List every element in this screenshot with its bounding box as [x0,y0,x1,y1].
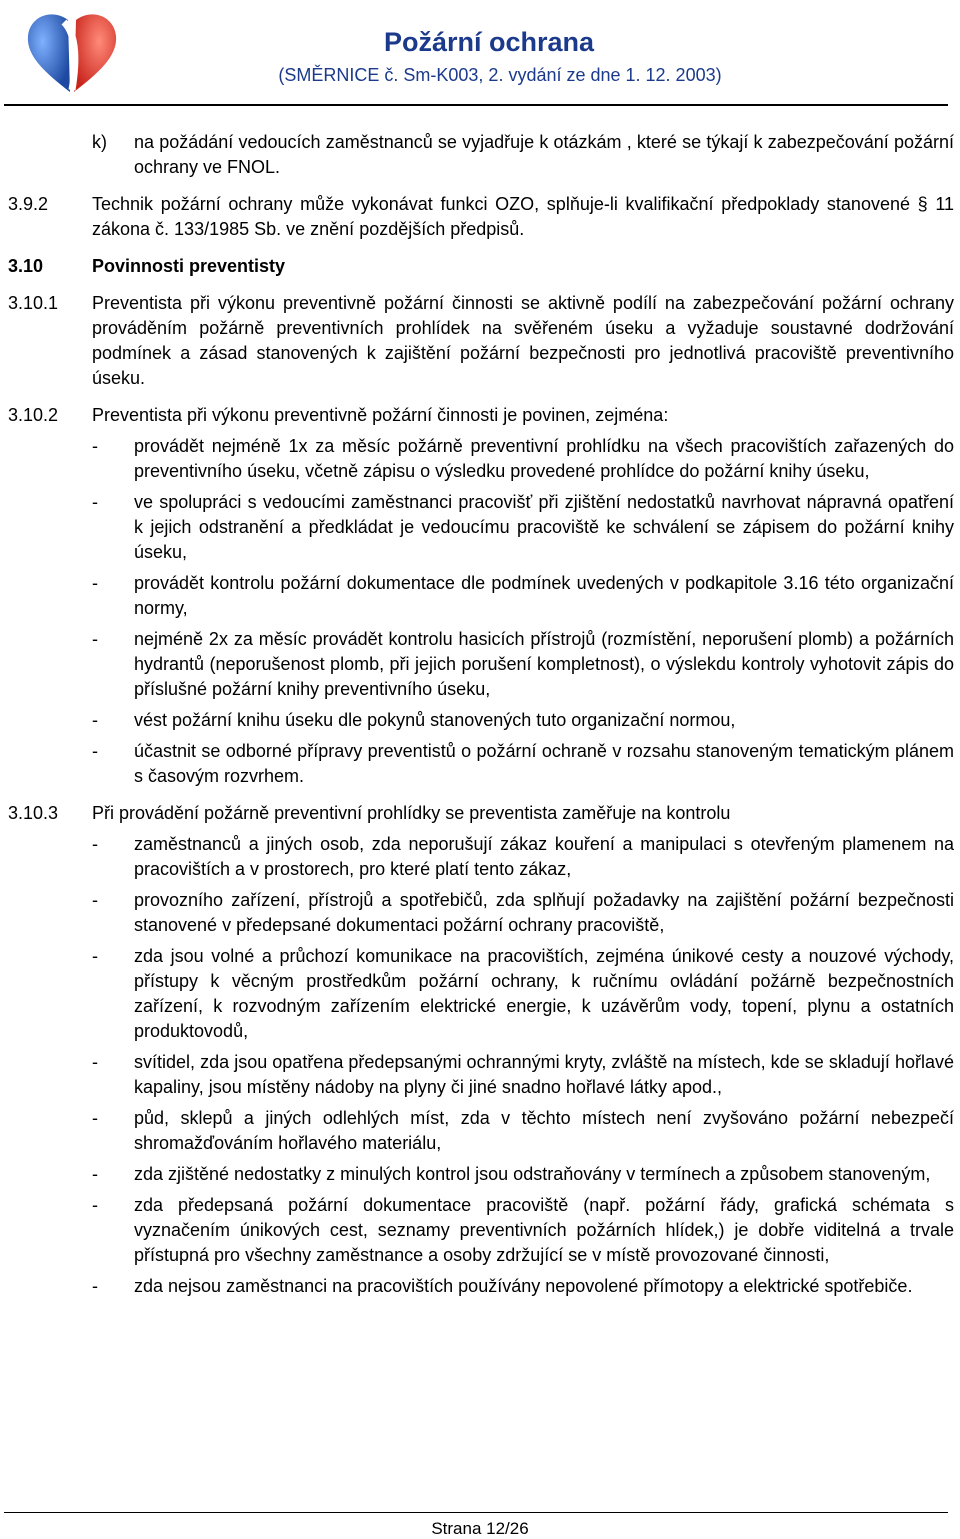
list-marker: - [92,1108,98,1128]
section-number: 3.9.2 [8,194,49,214]
section-heading-text: Povinnosti preventisty [92,256,286,276]
list-item [0,1106,960,1156]
list-item [0,571,960,621]
section-heading [0,254,960,279]
numbered-paragraph [0,291,960,391]
list-item-text: na požádání vedoucích zaměstnanců se vyjadřuje k otázkám , které se týkají k zabezpečování požární ochrany ve FNOL. [134,132,954,177]
list-item [0,739,960,789]
list-item-text: zaměstnanců a jiných osob, zda neporušují zákaz kouření a manipulaci s otevřeným plamenem na pracovištích a v prostorech, pro které platí tento zákaz, [134,834,954,879]
document-body [0,130,960,1299]
section-number: 3.10.3 [8,803,59,823]
list-item [0,1050,960,1100]
list-item-text: zda nejsou zaměstnanci na pracovištích používány nepovolené přímotopy a elektrické spotřebiče. [134,1276,913,1296]
list-marker: - [92,436,98,456]
list-item-text: půd, sklepů a jiných odlehlých míst, zda v těchto místech není zvyšováno požární nebezpečí shromažďováním hořlavého materiálu, [134,1108,954,1153]
numbered-paragraph [0,403,960,428]
list-item [0,888,960,938]
list-marker: - [92,710,98,730]
list-item [0,627,960,702]
header-title: Požární ochrana [383,27,595,57]
list-item-text: svítidel, zda jsou opatřena předepsanými ochrannými kryty, zvláště na místech, kde se skladují hořlavé kapaliny, jsou místěny nádoby na plyny či jiné snadno hořlavé látky apod., [134,1052,954,1097]
list-item [0,130,960,180]
list-marker: - [92,1052,98,1072]
list-marker: - [92,573,98,593]
list-item [0,708,960,733]
paragraph-text: Preventista při výkonu preventivně požární činnosti se aktivně podílí na zabezpečování požární ochrany prováděním požárně preventivních prohlídek na svěřeném úseku a vyžaduje soustavné dodržování podmínek a zásad stanovených k zajištění požární bezpečnosti pro jednotlivá pracoviště preventivního úseku. [92,293,954,388]
list-item [0,490,960,565]
list-item-text: zda jsou volné a průchozí komunikace na pracovištích, zejména únikové cesty a nouzové východy, přístupy k věcným prostředkům požární ochrany, k ručnímu ovládání požárně bezpečnostních zařízení, k rozvodným zařízením elektrické energie, k uzávěrům vody, topení, plynu a ostatních produktovodů, [134,946,954,1041]
list-item-text: nejméně 2x za měsíc provádět kontrolu hasicích přístrojů (rozmístění, neporušení plomb) a požárních hydrantů (neporušenost plomb, při jejich porušení kompletnost), o výslekdu kontroly vyhotovit zápis do příslušné požární knihy preventivního úseku, [134,629,954,699]
paragraph-text: Technik požární ochrany může vykonávat funkci OZO, splňuje-li kvalifikační předpoklady stanovené § 11 zákona č. 133/1985 Sb. ve znění pozdějších předpisů. [92,194,954,239]
company-logo [22,6,122,96]
page-number: Strana 12/26 [431,1519,529,1538]
list-item-text: provozního zařízení, přístrojů a spotřebičů, zda splňují požadavky na zajištění požární bezpečnosti stanovené v předepsané dokumentaci požární ochrany pracoviště, [134,890,954,935]
list-item-text: ve spolupráci s vedoucími zaměstnanci pracovišť při zjištění nedostatků navrhovat nápravná opatření k jejich odstranění a předkládat je vedoucímu pracoviště ke schválení se zápisem do požární knihy úseku, [134,492,954,562]
paragraph-text: Preventista při výkonu preventivně požární činnosti je povinen, zejména: [92,405,669,425]
list-item [0,832,960,882]
list-item [0,1162,960,1187]
list-marker: - [92,741,98,761]
header-subtitle: (SMĚRNICE č. Sm-K003, 2. vydání ze dne 1. 12. 2003) [278,65,722,85]
list-item-text: provádět kontrolu požární dokumentace dle podmínek uvedených v podkapitole 3.16 této organizační normy, [134,573,954,618]
section-number: 3.10 [8,256,44,276]
list-item [0,434,960,484]
list-item-text: provádět nejméně 1x za měsíc požárně preventivní prohlídku na všech pracovištích zařazených do preventivního úseku, včetně zápisu o výsledku provedené prohlídce do požární knihy úseku, [134,436,954,481]
list-item-text: zda předepsaná požární dokumentace pracoviště (např. požární řády, grafická schémata s vyznačením únikových cest, seznamy preventivních požárních hlídek,) je dobře viditelná a trvale přístupná pro všechny zaměstnance a osoby zdržující se v místě provozované činnosti, [134,1195,954,1265]
footer-divider [4,1512,948,1513]
list-marker: - [92,1195,98,1215]
numbered-paragraph [0,801,960,826]
list-marker: - [92,1276,98,1296]
list-marker: k) [92,132,107,152]
list-marker: - [92,890,98,910]
list-marker: - [92,834,98,854]
header-divider [4,104,948,106]
list-item-text: zda zjištěné nedostatky z minulých kontrol jsou odstraňovány v termínech a způsobem stanoveným, [134,1164,931,1184]
list-marker: - [92,629,98,649]
list-item-text: vést požární knihu úseku dle pokynů stanovených tuto organizační normou, [134,710,736,730]
list-marker: - [92,946,98,966]
section-number: 3.10.2 [8,405,59,425]
list-item-text: účastnit se odborné přípravy preventistů o požární ochraně v rozsahu stanoveným tematickým plánem s časovým rozvrhem. [134,741,954,786]
list-item [0,1193,960,1268]
paragraph-text: Při provádění požárně preventivní prohlídky se preventista zaměřuje na kontrolu [92,803,731,823]
list-marker: - [92,492,98,512]
list-marker: - [92,1164,98,1184]
list-item [0,944,960,1044]
section-number: 3.10.1 [8,293,59,313]
numbered-paragraph [0,192,960,242]
list-item [0,1274,960,1299]
